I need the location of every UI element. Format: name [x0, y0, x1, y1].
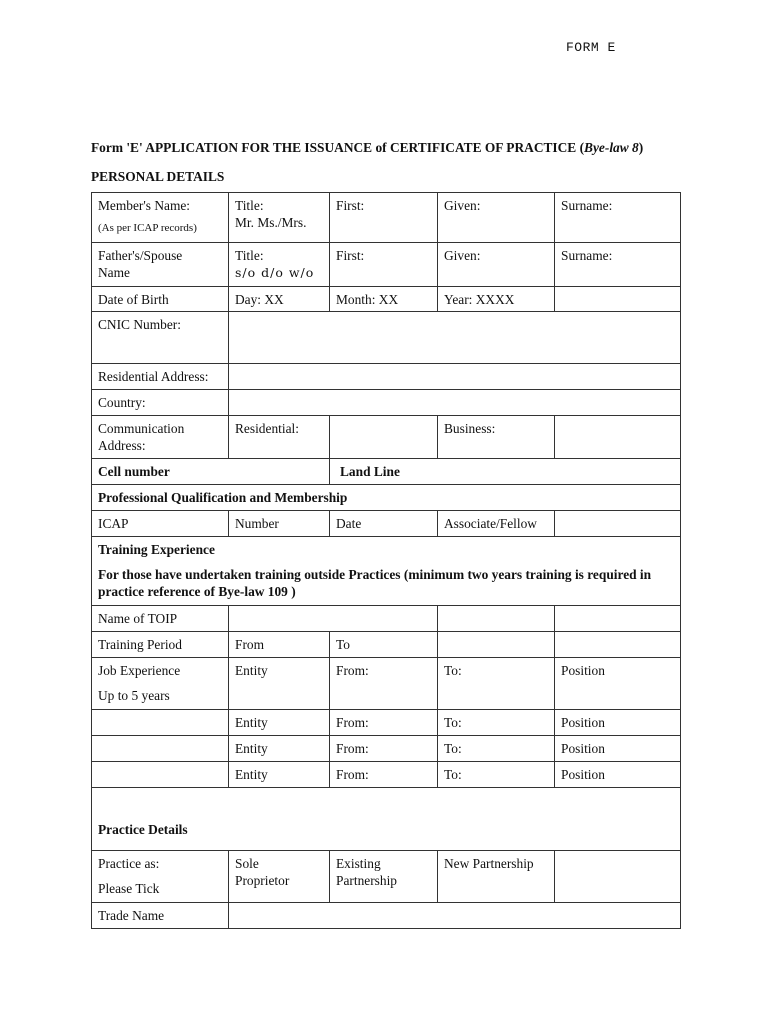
communication-residential-label: Residential: [229, 416, 330, 459]
practice-as-label: Practice as: Please Tick [92, 851, 229, 903]
icap-number-field[interactable]: Number [229, 511, 330, 537]
training-from-field[interactable]: From [229, 632, 330, 658]
application-form-table [91, 192, 681, 929]
father-name-label: Father's/Spouse Name [92, 243, 229, 287]
job-row-1 [92, 658, 681, 710]
toip-row [92, 606, 681, 632]
dob-extra-field[interactable] [555, 287, 681, 312]
practice-as-row [92, 851, 681, 903]
practice-heading: Practice Details [92, 788, 681, 851]
job-position-field[interactable]: Position [555, 762, 681, 788]
dob-day-field[interactable]: Day: XX [229, 287, 330, 312]
member-surname-field[interactable]: Surname: [555, 193, 681, 243]
job-entity-field[interactable]: Entity [229, 710, 330, 736]
country-row [92, 390, 681, 416]
new-partnership-option[interactable]: New Partnership [438, 851, 555, 903]
training-note: For those have undertaken training outside Practices (minimum two years training is required in practice reference of Bye-law 109 ) [98, 567, 652, 599]
training-extra-field[interactable] [438, 632, 555, 658]
training-heading-row [92, 537, 681, 606]
form-title [91, 140, 643, 156]
trade-name-row [92, 903, 681, 929]
dob-label: Date of Birth [92, 287, 229, 312]
job-entity-field[interactable]: Entity [229, 658, 330, 710]
communication-row [92, 416, 681, 459]
father-title-field[interactable]: Title: s/o d/o w/o [229, 243, 330, 287]
job-from-field[interactable]: From: [330, 736, 438, 762]
job-to-field[interactable]: To: [438, 658, 555, 710]
form-title-text: Form 'E' APPLICATION FOR THE ISSUANCE of CERTIFICATE OF PRACTICE ( [91, 140, 585, 155]
form-code: FORM E [566, 40, 616, 55]
cnic-label: CNIC Number: [92, 312, 229, 364]
training-period-label: Training Period [92, 632, 229, 658]
icap-row [92, 511, 681, 537]
father-surname-field[interactable]: Surname: [555, 243, 681, 287]
training-extra-field-2[interactable] [555, 632, 681, 658]
qualification-heading-row [92, 485, 681, 511]
job-row-2 [92, 710, 681, 736]
existing-partnership-option[interactable]: Existing Partnership [330, 851, 438, 903]
member-name-label: Member's Name: (As per ICAP records) [92, 193, 229, 243]
job-to-field[interactable]: To: [438, 710, 555, 736]
cnic-row [92, 312, 681, 364]
job-row-3-blank [92, 736, 229, 762]
trade-name-label: Trade Name [92, 903, 229, 929]
job-from-field[interactable]: From: [330, 658, 438, 710]
country-label: Country: [92, 390, 229, 416]
dob-year-field[interactable]: Year: XXXX [438, 287, 555, 312]
trade-name-field[interactable] [229, 903, 681, 929]
form-title-close: ) [638, 140, 644, 155]
father-first-field[interactable]: First: [330, 243, 438, 287]
residential-address-row [92, 364, 681, 390]
icap-label: ICAP [92, 511, 229, 537]
practice-heading-row [92, 788, 681, 851]
training-to-field[interactable]: To [330, 632, 438, 658]
job-from-field[interactable]: From: [330, 762, 438, 788]
member-first-field[interactable]: First: [330, 193, 438, 243]
training-section [92, 537, 681, 606]
country-field[interactable] [229, 390, 681, 416]
member-title-field[interactable]: Title: Mr. Ms./Mrs. [229, 193, 330, 243]
job-entity-field[interactable]: Entity [229, 762, 330, 788]
icap-extra-field[interactable] [555, 511, 681, 537]
practice-extra-field[interactable] [555, 851, 681, 903]
member-name-row [92, 193, 681, 243]
icap-associate-field[interactable]: Associate/Fellow [438, 511, 555, 537]
training-heading: Training Experience [98, 542, 215, 557]
communication-business-label: Business: [438, 416, 555, 459]
job-experience-label: Job Experience Up to 5 years [92, 658, 229, 710]
icap-date-field[interactable]: Date [330, 511, 438, 537]
member-name-note: (As per ICAP records) [98, 222, 197, 234]
communication-label: Communication Address: [92, 416, 229, 459]
toip-field-3[interactable] [555, 606, 681, 632]
job-position-field[interactable]: Position [555, 710, 681, 736]
communication-residential-field[interactable] [330, 416, 438, 459]
father-name-row [92, 243, 681, 287]
dob-row [92, 287, 681, 312]
training-period-row [92, 632, 681, 658]
member-given-field[interactable]: Given: [438, 193, 555, 243]
residential-address-label: Residential Address: [92, 364, 229, 390]
job-from-field[interactable]: From: [330, 710, 438, 736]
job-to-field[interactable]: To: [438, 736, 555, 762]
job-row-2-blank [92, 710, 229, 736]
personal-details-heading: PERSONAL DETAILS [91, 169, 225, 184]
qualification-heading: Professional Qualification and Membership [92, 485, 681, 511]
job-position-field[interactable]: Position [555, 736, 681, 762]
toip-field-2[interactable] [438, 606, 555, 632]
job-position-field[interactable]: Position [555, 658, 681, 710]
communication-business-field[interactable] [555, 416, 681, 459]
job-entity-field[interactable]: Entity [229, 736, 330, 762]
job-row-3 [92, 736, 681, 762]
toip-label: Name of TOIP [92, 606, 229, 632]
sole-proprietor-option[interactable]: Sole Proprietor [229, 851, 330, 903]
job-row-4 [92, 762, 681, 788]
toip-field[interactable] [229, 606, 438, 632]
job-to-field[interactable]: To: [438, 762, 555, 788]
father-given-field[interactable]: Given: [438, 243, 555, 287]
phone-row [92, 459, 681, 485]
residential-address-field[interactable] [229, 364, 681, 390]
dob-month-field[interactable]: Month: XX [330, 287, 438, 312]
cell-number-label[interactable]: Cell number [92, 459, 330, 485]
cnic-field[interactable] [229, 312, 681, 364]
form-title-bye-law: Bye-law 8 [584, 140, 639, 155]
land-line-label[interactable]: Land Line [330, 459, 681, 485]
job-row-4-blank [92, 762, 229, 788]
